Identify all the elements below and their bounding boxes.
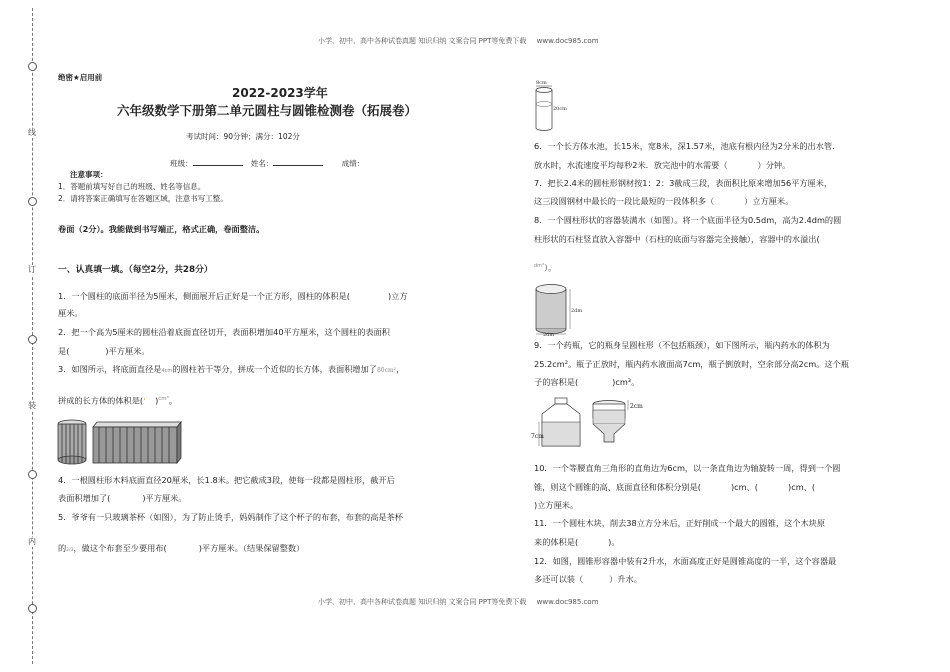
question-2-cont: 是( )平方厘米。 bbox=[58, 346, 150, 356]
q5-fraction: 2/3 bbox=[66, 548, 74, 553]
q8-diameter-label: 2dm bbox=[543, 332, 555, 338]
question-8-cont: 柱形状的石柱竖直放入容器中（石柱的底面与容器完全接触），容器中的水溢出( bbox=[534, 234, 820, 244]
binding-hole bbox=[28, 470, 37, 479]
neatness-note: 卷面（2分）。我能做到书写端正，格式正确，卷面整洁。 bbox=[58, 224, 265, 234]
cup-top-label: 8cm bbox=[536, 80, 547, 86]
exam-year: 2022-2023学年 bbox=[232, 86, 328, 100]
cup-height-label: 20cm bbox=[553, 106, 567, 112]
margin-label-bind: 装 bbox=[28, 401, 36, 410]
q3-diameter: 4cm bbox=[161, 368, 173, 374]
question-8: 8．一个圆柱形状的容器装满水（如图）。将一个底面半径为0.5dm，高为2.4dm的圆 bbox=[534, 215, 842, 225]
question-5-cont: 的2/3，做这个布套至少要用布( )平方厘米。（结果保留整数） bbox=[58, 543, 305, 553]
name-label: 姓名： bbox=[250, 159, 274, 168]
binding-hole bbox=[28, 335, 37, 344]
question-9: 9．一个药瓶，它的瓶身呈圆柱形（不包括瓶颈），如下图所示，瓶内药水的体积为 bbox=[534, 340, 830, 350]
question-6-cont: 放水时，水流速度平均每秒2米．放完池中的水需要（ ）分钟。 bbox=[534, 160, 791, 170]
question-7-cont: 这三段圆钢材中最长的一段比最短的一段体积多（ ）立方厘米。 bbox=[534, 196, 794, 206]
question-4-cont: 表面积增加了( )平方厘米。 bbox=[58, 493, 187, 503]
header-site-text: 小学、初中、高中各种试卷真题 知识归纳 文案合同 PPT等免费下载 bbox=[318, 37, 527, 45]
margin-label-inside: 内 bbox=[28, 537, 36, 546]
notice-1: 1．答题前填写好自己的班级、姓名等信息。 bbox=[58, 182, 206, 191]
notice-title: 注意事项： bbox=[70, 170, 108, 179]
binding-hole bbox=[28, 62, 37, 71]
notice-2: 2．请将答案正确填写在答题区域，注意书写工整。 bbox=[58, 194, 228, 203]
margin-label-order: 订 bbox=[28, 265, 36, 274]
q3-unit: cm³ bbox=[158, 396, 169, 402]
q3-area: 80cm² bbox=[376, 367, 397, 374]
question-2: 2．把一个高为5厘米的圆柱沿着底面直径切开，表面积增加40平方厘米，这个圆柱的表面积 bbox=[58, 327, 390, 337]
question-5: 5．爷爷有一只玻璃茶杯（如图），为了防止烫手，妈妈制作了这个杯子的布套，布套的高是茶杯 bbox=[58, 512, 403, 522]
question-11-cont: 来的体积是( )。 bbox=[534, 537, 620, 547]
exam-meta: 考试时间：90分钟；满分：102分 bbox=[186, 132, 300, 141]
footer-site-text: 小学、初中、高中各种试卷真题 知识归纳 文案合同 PPT等免费下载 bbox=[318, 598, 527, 606]
q8-unit: dm³ bbox=[534, 263, 545, 269]
class-field[interactable] bbox=[193, 156, 243, 166]
question-10: 10．一个等腰直角三角形的直角边为6cm，以一条直角边为轴旋转一周，得到一个圆 bbox=[534, 463, 841, 473]
section-1-heading: 一、认真填一填。（每空2分，共28分） bbox=[58, 265, 213, 275]
question-3-cont: 拼成的长方体的体积是(' )$^{cm^3}$。 bbox=[58, 395, 178, 406]
question-9-cont2: 子的容积是( )cm³。 bbox=[534, 377, 640, 387]
footer-url: www.doc985.com bbox=[536, 598, 599, 606]
question-6: 6．一个长方体水池，长15米，宽8米，深1.57米，池底有根内径为2分米的出水管. bbox=[534, 141, 835, 151]
question-12-cont: 多还可以装（ ）升水。 bbox=[534, 574, 642, 584]
question-7: 7．把长2.4米的圆柱形钢材按1：2：3截成三段，表面积比原来增加56平方厘米， bbox=[534, 178, 833, 188]
q9-height-2: 2cm bbox=[630, 403, 643, 410]
question-12: 12．如图，圆锥形容器中装有2升水，水面高度正好是圆锥高度的一半，这个容器最 bbox=[534, 556, 837, 566]
figure-cylinder-to-box bbox=[57, 419, 182, 465]
binding-hole bbox=[28, 604, 37, 613]
binding-hole bbox=[28, 197, 37, 206]
margin-label-line: 线 bbox=[28, 128, 36, 137]
figure-glass-cup bbox=[533, 76, 575, 134]
secret-mark: 绝密★启用前 bbox=[58, 73, 103, 82]
info-line bbox=[170, 156, 364, 170]
question-9-cont: 25.2cm²。瓶子正放时，瓶内药水液面高7cm，瓶子倒放时，空余部分高2cm。这个瓶 bbox=[534, 359, 849, 369]
question-10-cont: 锥，则这个圆锥的高、底面直径和体积分别是( )cm、( )cm、( bbox=[534, 482, 816, 492]
page-header bbox=[318, 36, 599, 46]
question-10-cont2: )立方厘米。 bbox=[534, 500, 579, 510]
page-footer bbox=[318, 597, 599, 607]
class-label: 班级： bbox=[170, 159, 193, 168]
q8-height-label: 2dm bbox=[571, 308, 583, 314]
header-url: www.doc985.com bbox=[536, 37, 599, 45]
exam-title: 六年级数学下册第二单元圆柱与圆锥检测卷（拓展卷） bbox=[117, 103, 418, 118]
name-field[interactable] bbox=[273, 156, 323, 166]
question-8-cont2: $^{dm^3}$）。 bbox=[534, 262, 557, 273]
q9-height-1: 7cm bbox=[531, 433, 544, 440]
figure-medicine-bottles bbox=[531, 396, 649, 452]
question-11: 11．一个圆柱木块，削去38立方分米后，正好削成一个最大的圆锥，这个木块原 bbox=[534, 518, 826, 528]
question-1-cont: 厘米。 bbox=[58, 308, 83, 318]
question-3: 3．如图所示，将底面直径是4cm的圆柱若干等分，拼成一个近似的长方体，表面积增加了80cm²， bbox=[58, 364, 405, 374]
score-label: 成绩： bbox=[341, 159, 365, 168]
figure-water-container bbox=[534, 282, 584, 336]
question-1: 1．一个圆柱的底面半径为5厘米，侧面展开后正好是一个正方形，圆柱的体积是( )立方 bbox=[58, 291, 408, 301]
question-4: 4．一根圆柱形木料底面直径20厘米，长1.8米。把它截成3段，使每一段都是圆柱形，截开后 bbox=[58, 475, 395, 485]
